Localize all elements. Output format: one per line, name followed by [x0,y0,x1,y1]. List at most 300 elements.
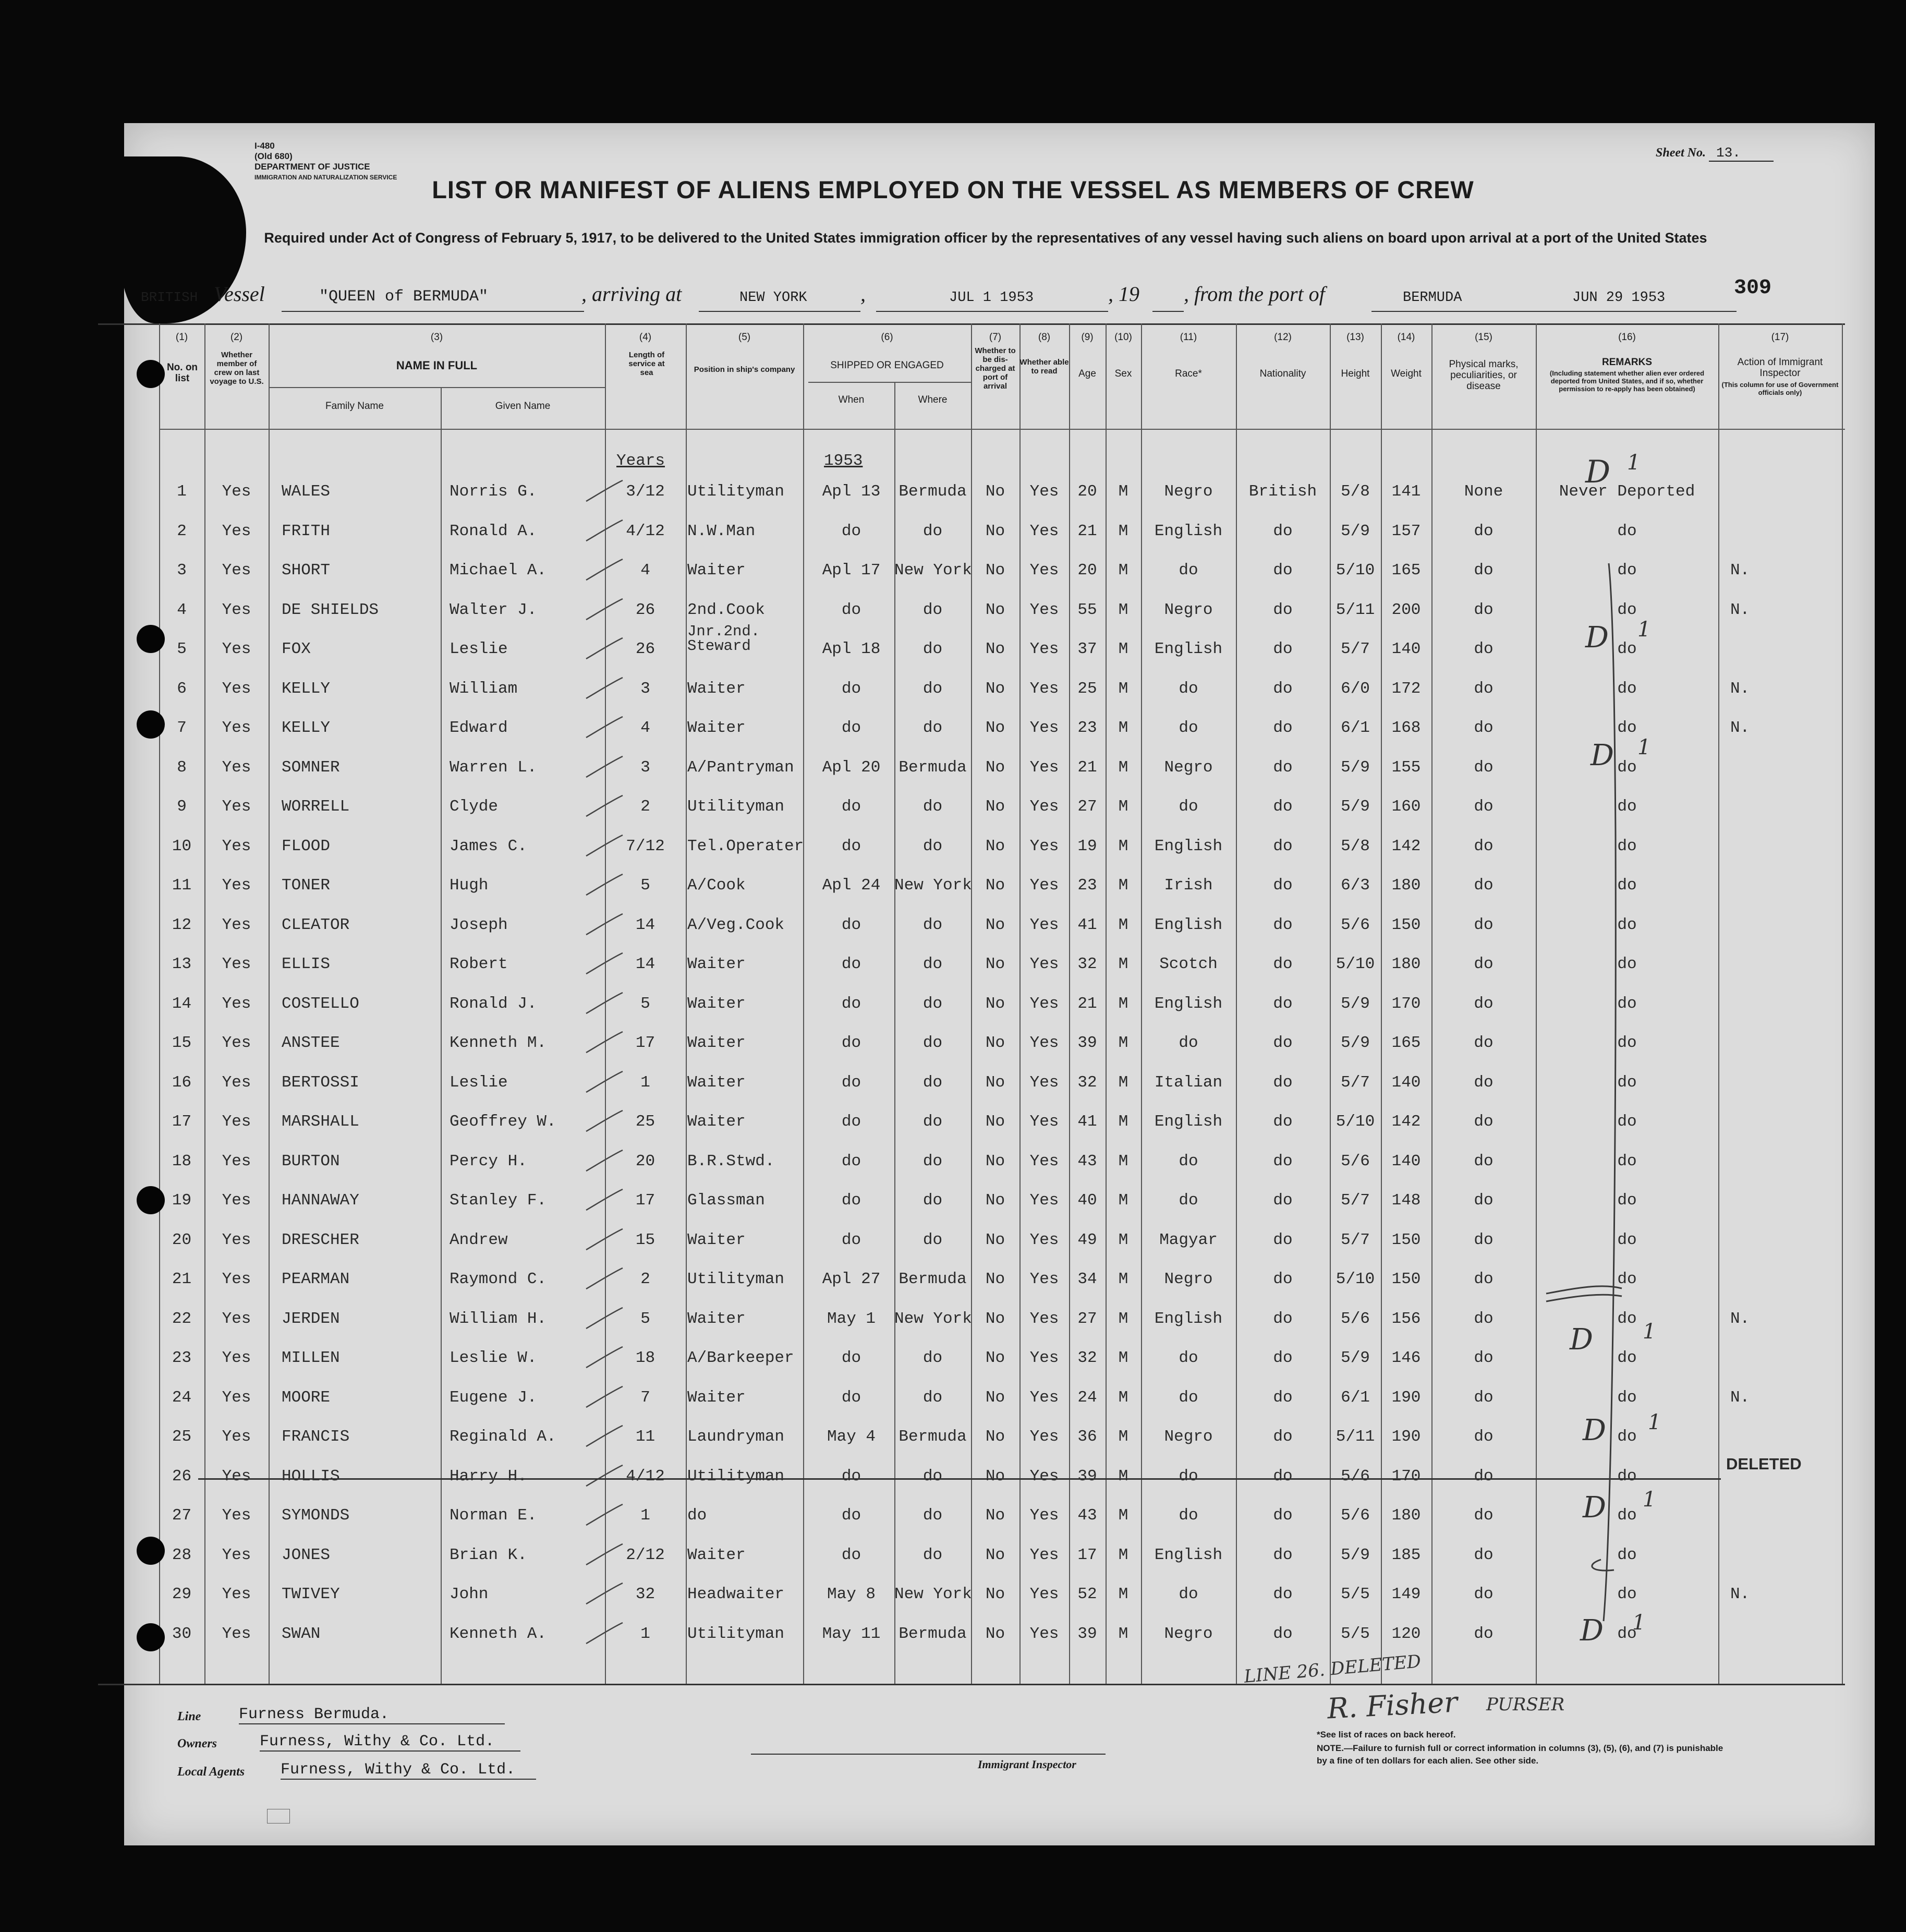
header-age: Age [1078,368,1096,379]
cell-discharged: No [985,1034,1005,1052]
cell-sex: M [1118,758,1128,777]
cell-remarks: do [1617,522,1637,540]
cell-prev: Yes [222,798,251,816]
cell-prev: Yes [222,1585,251,1603]
cell-race: do [1179,561,1198,579]
cell-service: 3 [640,758,650,777]
cell-given: Warren L. [450,758,537,777]
cell-given: Joseph [450,915,508,934]
cell-race: do [1179,1191,1198,1210]
cell-age: 21 [1077,758,1097,777]
cell-age: 43 [1077,1152,1097,1170]
cell-service: 18 [635,1349,655,1367]
handwritten-d-mark: D [1585,454,1611,490]
cell-discharged: No [985,679,1005,698]
cell-age: 41 [1077,1113,1097,1131]
cell-no: 15 [172,1034,192,1052]
cell-no: 16 [172,1073,192,1092]
cell-position: 2nd.Cook [687,600,765,619]
cell-when: Apl 17 [822,561,881,579]
cell-discharged: No [985,640,1005,658]
cell-given: Leslie [450,640,508,658]
cell-race: Negro [1164,758,1213,777]
cell-height: 5/11 [1336,600,1375,619]
cell-position: Utilityman [687,798,785,816]
cell-age: 23 [1077,876,1097,895]
cell-age: 32 [1077,955,1097,973]
handwritten-one-mark: 1 [1643,1320,1656,1344]
cell-given: Walter J. [450,600,537,619]
cell-prev: Yes [222,522,251,540]
header-shipped-or-engaged: SHIPPED OR ENGAGED [830,360,944,371]
cell-prev: Yes [222,1152,251,1170]
cell-position: Headwaiter [687,1585,785,1603]
cell-discharged: No [985,876,1005,895]
cell-height: 5/6 [1341,1506,1370,1525]
cell-race: Negro [1164,1428,1213,1446]
cell-age: 25 [1077,679,1097,698]
header-name-in-full: NAME IN FULL [396,359,478,372]
cell-prev: Yes [222,955,251,973]
cell-weight: 170 [1391,1467,1421,1486]
cell-nationality: do [1273,915,1293,934]
cell-position: Waiter [687,561,746,579]
cell-given: Hugh [450,876,489,895]
header-nationality: Nationality [1259,368,1306,379]
cell-where: do [922,1467,943,1486]
column-number: (10) [1114,332,1132,343]
cell-no: 17 [172,1113,192,1131]
cell-nationality: do [1273,837,1293,855]
header-race: Race* [1175,368,1202,379]
header-position: Position in ship's company [694,365,795,374]
cell-when: Apl 24 [822,876,881,895]
cell-marks: do [1474,600,1494,619]
cell-discharged: No [985,1152,1005,1170]
column-number: (6) [881,332,893,343]
cell-no: 12 [172,915,192,934]
cell-remarks: do [1617,758,1637,777]
cell-given: Kenneth A. [450,1624,547,1643]
cell-position: Waiter [687,1034,746,1052]
cell-sex: M [1118,1073,1128,1092]
cell-no: 26 [172,1467,192,1486]
cell-position: Waiter [687,719,746,737]
cell-weight: 149 [1391,1585,1421,1603]
cell-prev: Yes [222,679,251,698]
departure-date-stamp: JUN 29 1953 [1572,290,1666,306]
cell-marks: do [1474,679,1494,698]
page-number: 309 [1734,276,1772,300]
cell-height: 5/6 [1341,1467,1370,1486]
cell-when: May 1 [827,1309,876,1328]
cell-action: N. [1730,1309,1750,1328]
form-number-line: IMMIGRATION AND NATURALIZATION SERVICE [254,174,397,181]
cell-age: 39 [1077,1034,1097,1052]
cell-prev: Yes [222,1230,251,1249]
cell-remarks: do [1617,1270,1637,1288]
cell-sex: M [1118,1034,1128,1052]
header-family-name: Family Name [325,401,384,412]
cell-sex: M [1118,679,1128,698]
cell-when: do [841,1467,861,1486]
cell-nationality: do [1273,1152,1293,1170]
cell-given: James C. [450,837,527,855]
column-number: (9) [1081,332,1094,343]
cell-remarks: do [1617,837,1637,855]
cell-where: do [922,1388,943,1407]
cell-remarks: do [1617,1073,1637,1092]
owners-label: Owners [177,1737,217,1750]
cell-no: 14 [172,994,192,1013]
cell-position: Waiter [687,1113,746,1131]
cell-action: N. [1730,719,1750,737]
cell-height: 5/5 [1341,1624,1370,1643]
cell-remarks: do [1617,1230,1637,1249]
cell-discharged: No [985,837,1005,855]
cell-prev: Yes [222,876,251,895]
cell-discharged: No [985,1428,1005,1446]
purser-signature: R. Fisher [1326,1685,1459,1725]
cell-nationality: do [1273,1034,1293,1052]
cell-position: A/Cook [687,876,746,895]
cell-prev: Yes [222,1624,251,1643]
cell-given: Brian K. [450,1545,527,1564]
cell-position: N.W.Man [687,522,756,540]
cell-when: Apl 20 [822,758,881,777]
cell-age: 27 [1077,798,1097,816]
cell-service: 15 [635,1230,655,1249]
cell-remarks: do [1617,1545,1637,1564]
cell-read: Yes [1029,679,1059,698]
cell-position: Waiter [687,994,746,1013]
cell-discharged: No [985,915,1005,934]
cell-race: Magyar [1159,1230,1218,1249]
cell-prev: Yes [222,640,251,658]
cell-weight: 140 [1391,1152,1421,1170]
cell-read: Yes [1029,1309,1059,1328]
cell-prev: Yes [222,1073,251,1092]
cell-race: do [1179,1506,1198,1525]
cell-nationality: do [1273,561,1293,579]
cell-race: Scotch [1159,955,1218,973]
cell-marks: do [1474,798,1494,816]
cell-weight: 146 [1391,1349,1421,1367]
cell-family: CLEATOR [282,915,350,934]
cell-discharged: No [985,1624,1005,1643]
cell-weight: 120 [1391,1624,1421,1643]
cell-no: 3 [177,561,187,579]
cell-weight: 155 [1391,758,1421,777]
cell-prev: Yes [222,600,251,619]
cell-service: 25 [635,1113,655,1131]
cell-sex: M [1118,955,1128,973]
cell-when: Apl 18 [822,640,881,658]
cell-read: Yes [1029,758,1059,777]
cell-race: do [1179,1467,1198,1486]
cell-remarks: do [1617,1309,1637,1328]
cell-height: 5/10 [1336,1113,1375,1131]
cell-weight: 165 [1391,1034,1421,1052]
column-number: (1) [175,332,188,343]
cell-marks: do [1474,1309,1494,1328]
cell-race: English [1154,1545,1223,1564]
cell-family: HOLLIS [282,1467,340,1486]
cell-race: Negro [1164,600,1213,619]
cell-no: 25 [172,1428,192,1446]
cell-no: 20 [172,1230,192,1249]
handwritten-d-mark: D [1583,1414,1606,1447]
cell-family: KELLY [282,679,331,698]
cell-remarks: do [1617,1034,1637,1052]
cell-sex: M [1118,1506,1128,1525]
cell-age: 52 [1077,1585,1097,1603]
cell-given: Leslie [450,1073,508,1092]
cell-sex: M [1118,837,1128,855]
cell-service: 17 [635,1191,655,1210]
cell-position: Glassman [687,1191,765,1210]
cell-where: do [922,1349,943,1367]
cell-height: 5/8 [1341,482,1370,501]
cell-position: A/Veg.Cook [687,915,785,934]
cell-marks: None [1464,482,1503,501]
arriving-label: , arriving at [581,282,682,306]
cell-where: do [922,1545,943,1564]
cell-service: 4/12 [626,1467,665,1486]
cell-remarks: do [1617,1349,1637,1367]
cell-remarks: do [1617,1191,1637,1210]
cell-when: do [841,994,861,1013]
handwritten-one-mark: 1 [1632,1611,1646,1635]
cell-discharged: No [985,1388,1005,1407]
cell-service: 2/12 [626,1545,665,1564]
cell-nationality: do [1273,994,1293,1013]
cell-where: New York [894,876,972,895]
cell-discharged: No [985,719,1005,737]
cell-weight: 185 [1391,1545,1421,1564]
cell-where: Bermuda [899,758,967,777]
cell-given: Ronald A. [450,522,537,540]
cell-remarks: do [1617,1467,1637,1486]
cell-nationality: do [1273,600,1293,619]
handwritten-d-mark: D [1591,739,1614,772]
cell-nationality: do [1273,1309,1293,1328]
cell-position: A/Pantryman [687,758,794,777]
cell-age: 20 [1077,482,1097,501]
cell-nationality: do [1273,955,1293,973]
cell-no: 8 [177,758,187,777]
cell-marks: do [1474,915,1494,934]
cell-position: Jnr.2nd. Steward [687,623,760,655]
cell-sex: M [1118,719,1128,737]
cell-race: do [1179,1585,1198,1603]
cell-age: 24 [1077,1388,1097,1407]
cell-nationality: do [1273,1230,1293,1249]
cell-remarks: do [1617,955,1637,973]
cell-when: May 8 [827,1585,876,1603]
cell-race: English [1154,1309,1223,1328]
cell-no: 2 [177,522,187,540]
column-number: (5) [738,332,751,343]
cell-remarks: do [1617,1152,1637,1170]
cell-given: Kenneth M. [450,1034,547,1052]
form-number-line: DEPARTMENT OF JUSTICE [254,162,370,172]
cell-weight: 180 [1391,1506,1421,1525]
cell-marks: do [1474,561,1494,579]
cell-family: SOMNER [282,758,340,777]
cell-no: 21 [172,1270,192,1288]
cell-sex: M [1118,1349,1128,1367]
inspector-signature-line [751,1754,1106,1755]
cell-height: 5/7 [1341,1191,1370,1210]
cell-age: 36 [1077,1428,1097,1446]
column-number: (15) [1475,332,1492,343]
cell-family: DE SHIELDS [282,600,379,619]
cell-when: do [841,600,861,619]
cell-prev: Yes [222,1506,251,1525]
cell-read: Yes [1029,482,1059,501]
cell-given: Clyde [450,798,499,816]
cell-nationality: do [1273,1270,1293,1288]
cell-family: BURTON [282,1152,340,1170]
cell-height: 5/7 [1341,1073,1370,1092]
cell-age: 21 [1077,994,1097,1013]
cell-sex: M [1118,561,1128,579]
cell-sex: M [1118,1191,1128,1210]
cell-discharged: No [985,600,1005,619]
cell-height: 5/6 [1341,1152,1370,1170]
cell-height: 5/9 [1341,798,1370,816]
cell-service: 14 [635,955,655,973]
cell-given: Norman E. [450,1506,537,1525]
cell-read: Yes [1029,994,1059,1013]
cell-weight: 180 [1391,876,1421,895]
cell-nationality: do [1273,1113,1293,1131]
cell-marks: do [1474,1152,1494,1170]
cell-discharged: No [985,1467,1005,1486]
cell-weight: 160 [1391,798,1421,816]
cell-family: DRESCHER [282,1230,359,1249]
cell-race: do [1179,1152,1198,1170]
cell-remarks: do [1617,561,1637,579]
cell-where: do [922,1191,943,1210]
cell-no: 10 [172,837,192,855]
cell-nationality: do [1273,1624,1293,1643]
cell-race: English [1154,915,1223,934]
cell-when: do [841,915,861,934]
cell-no: 19 [172,1191,192,1210]
cell-marks: do [1474,994,1494,1013]
cell-weight: 190 [1391,1428,1421,1446]
cell-sex: M [1118,1624,1128,1643]
cell-sex: M [1118,1467,1128,1486]
cell-nationality: do [1273,522,1293,540]
cell-discharged: No [985,1506,1005,1525]
cell-marks: do [1474,1388,1494,1407]
cell-discharged: No [985,1073,1005,1092]
cell-weight: 172 [1391,679,1421,698]
column-number: (3) [430,332,443,343]
cell-family: JERDEN [282,1309,340,1328]
cell-read: Yes [1029,1388,1059,1407]
cell-no: 11 [172,876,192,895]
cell-service: 5 [640,1309,650,1328]
cell-sex: M [1118,915,1128,934]
cell-no: 23 [172,1349,192,1367]
cell-family: KELLY [282,719,331,737]
cell-when: do [841,1230,861,1249]
cell-age: 49 [1077,1230,1097,1249]
cell-where: New York [894,561,972,579]
cell-sex: M [1118,994,1128,1013]
cell-weight: 157 [1391,522,1421,540]
cell-race: English [1154,837,1223,855]
cell-read: Yes [1029,1467,1059,1486]
handwritten-one-mark: 1 [1643,1488,1656,1512]
cell-no: 22 [172,1309,192,1328]
cell-race: Negro [1164,1624,1213,1643]
cell-when: May 4 [827,1428,876,1446]
cell-discharged: No [985,1270,1005,1288]
cell-height: 6/1 [1341,1388,1370,1407]
cell-height: 5/6 [1341,1309,1370,1328]
cell-when: do [841,837,861,855]
cell-family: HANNAWAY [282,1191,359,1210]
cell-family: FRANCIS [282,1428,350,1446]
cell-position: do [687,1506,707,1525]
cell-height: 5/9 [1341,758,1370,777]
immigrant-inspector-label: Immigrant Inspector [978,1758,1076,1771]
cell-age: 43 [1077,1506,1097,1525]
cell-weight: 150 [1391,1270,1421,1288]
column-number: (8) [1038,332,1051,343]
from-port-label: , from the port of [1184,282,1325,306]
handwritten-one-mark: 1 [1648,1410,1661,1434]
column-number: (11) [1180,332,1197,343]
cell-marks: do [1474,1624,1494,1643]
cell-given: Leslie W. [450,1349,537,1367]
cell-remarks: Never Deported [1559,482,1695,501]
cell-marks: do [1474,876,1494,895]
cell-prev: Yes [222,1191,251,1210]
cell-prev: Yes [222,1270,251,1288]
cell-where: do [922,600,943,619]
cell-action: N. [1730,679,1750,698]
cell-age: 27 [1077,1309,1097,1328]
cell-position: Waiter [687,1073,746,1092]
arriving-port: NEW YORK [739,290,807,306]
cell-weight: 148 [1391,1191,1421,1210]
handwritten-one-mark: 1 [1627,451,1641,475]
cell-prev: Yes [222,837,251,855]
cell-no: 24 [172,1388,192,1407]
cell-service: 1 [640,1506,650,1525]
cell-action: N. [1730,561,1750,579]
cell-where: do [922,798,943,816]
cell-race: English [1154,640,1223,658]
cell-race: do [1179,1034,1198,1052]
cell-race: Negro [1164,1270,1213,1288]
cell-discharged: No [985,1349,1005,1367]
cell-nationality: do [1273,1545,1293,1564]
cell-age: 21 [1077,522,1097,540]
penalty-note: NOTE.—Failure to furnish full or correct information in columns (3), (5), (6), and (7) is punishable by a fine of ten dollars for each alien. See other side. [1317,1743,1723,1766]
header-physical-marks: Physical marks, peculiarities, or disease [1449,359,1519,392]
cell-when: Apl 13 [822,482,881,501]
cell-service: 2 [640,1270,650,1288]
cell-where: do [922,522,943,540]
cell-age: 32 [1077,1073,1097,1092]
